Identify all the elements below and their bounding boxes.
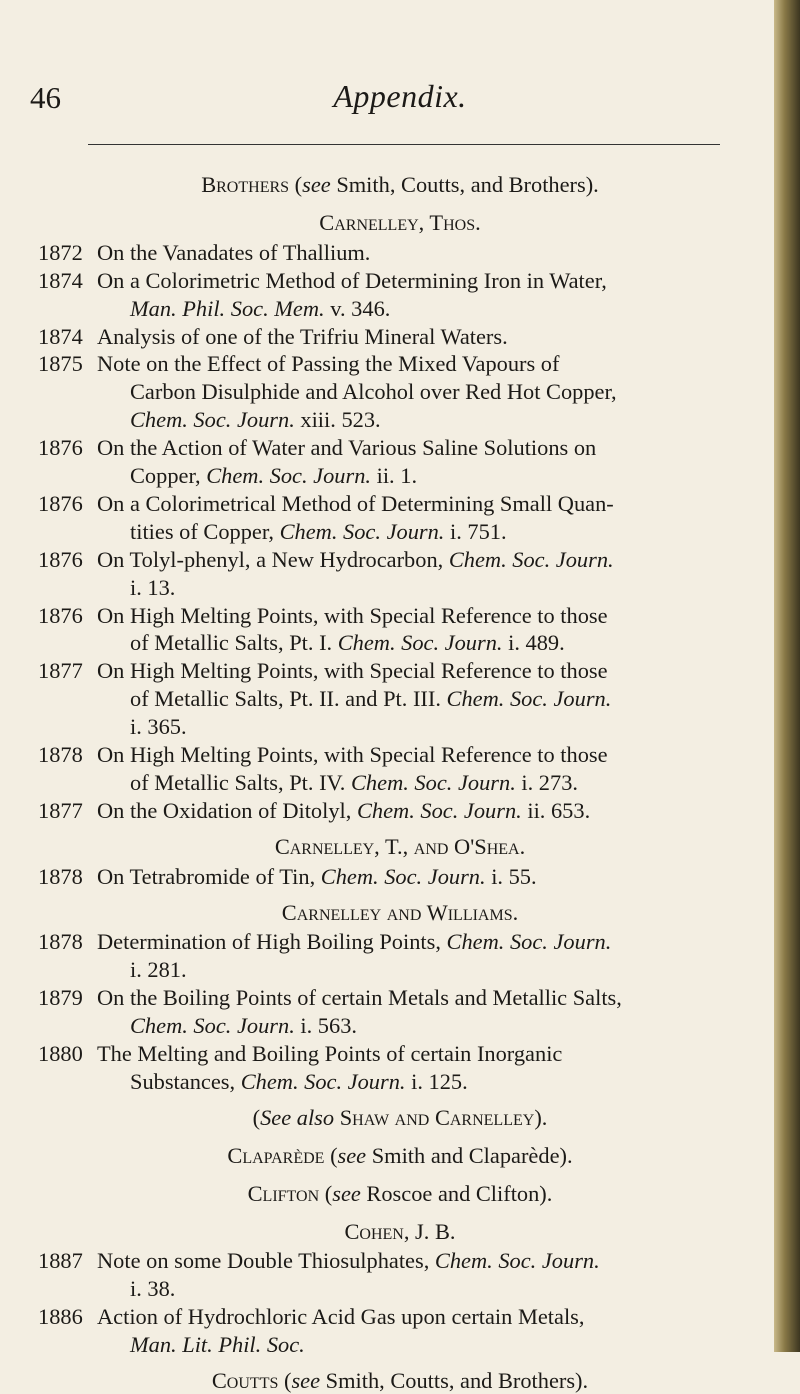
- cross-reference: [0, 1181, 800, 1207]
- header-rule: [88, 144, 720, 145]
- referenced-name: Shaw and Carnelley: [339, 1104, 535, 1130]
- cross-reference: [0, 1368, 800, 1394]
- entry-continuation: [130, 379, 617, 405]
- entry-text: of Metallic Salts, Pt. IV.: [130, 769, 351, 795]
- entry-year: 1876: [38, 435, 83, 461]
- author-name: Carnelley, Thos.: [319, 209, 481, 235]
- author-name: Carnelley, T., and O'Shea.: [274, 833, 526, 859]
- journal-name: Chem. Soc. Journ.: [356, 797, 522, 823]
- entry-title: [97, 1304, 585, 1330]
- entry-year: 1876: [38, 602, 83, 628]
- journal-name: Chem. Soc. Journ.: [130, 1013, 295, 1039]
- entry-year: 1880: [38, 1041, 83, 1066]
- journal-name: Chem. Soc. Journ.: [448, 546, 614, 572]
- entry-continuation: [130, 519, 507, 545]
- entry-continuation: [130, 686, 611, 712]
- journal-name: Chem. Soc. Journ.: [446, 686, 612, 712]
- entry-year: 1876: [38, 546, 83, 572]
- entry-continuation: [130, 463, 417, 489]
- journal-name: Chem. Soc. Journ.: [434, 1248, 600, 1274]
- see-label: see: [332, 1180, 361, 1206]
- entry-title: [97, 658, 608, 684]
- paren: (: [252, 1104, 261, 1130]
- citation-volume: i. 55.: [485, 863, 537, 889]
- entry-title: [97, 929, 611, 955]
- entry-text: i. 38.: [130, 1276, 176, 1302]
- entry-text: On the Oxidation of Ditolyl,: [97, 797, 357, 823]
- entry-year: 1872: [38, 239, 83, 265]
- entry-text: Copper,: [130, 463, 207, 488]
- entry-text: Carbon Disulphide and Alcohol over Red Hot Copper,: [130, 379, 617, 405]
- entry-year: 1878: [38, 742, 83, 767]
- entry-title: [97, 268, 607, 294]
- author-heading: [0, 1219, 800, 1245]
- entry-title: [97, 240, 370, 266]
- entry-text: On a Colorimetric Method of Determining Iron in Water,: [97, 267, 607, 293]
- citation-volume: i. 489.: [502, 630, 565, 656]
- citation-volume: i. 563.: [294, 1013, 357, 1039]
- paren: (: [294, 172, 303, 197]
- entry-title: [97, 435, 596, 461]
- citation-volume: xiii. 523.: [294, 407, 381, 433]
- entry-year: 1879: [38, 985, 83, 1011]
- entry-text: Note on the Effect of Passing the Mixed Vapours of: [97, 351, 560, 377]
- entry-year: 1875: [38, 351, 83, 377]
- reference-tail: Smith, Coutts, and Brothers).: [330, 172, 599, 197]
- entry-title: [97, 324, 508, 350]
- reference-tail: ).: [534, 1104, 548, 1130]
- entry-continuation: [130, 1069, 468, 1095]
- entry-text: On High Melting Points, with Special Reference to those: [97, 658, 608, 684]
- cross-reference: [0, 172, 800, 198]
- journal-name: Chem. Soc. Journ.: [337, 630, 503, 656]
- entry-text: On the Action of Water and Various Saline Solutions on: [97, 435, 597, 461]
- citation-volume: ii. 1.: [371, 463, 418, 488]
- entry-title: [97, 985, 622, 1011]
- entry-text: of Metallic Salts, Pt. II. and Pt. III.: [130, 686, 447, 712]
- entry-continuation: [130, 1013, 357, 1039]
- journal-name: Chem. Soc. Journ.: [279, 518, 445, 544]
- entry-year: 1877: [38, 797, 83, 823]
- citation-volume: i. 273.: [515, 769, 578, 795]
- entry-continuation: [130, 575, 175, 601]
- entry-text: On High Melting Points, with Special Reference to those: [97, 742, 608, 767]
- entry-title: [97, 1248, 600, 1274]
- see-label: See also: [260, 1104, 335, 1130]
- see-label: see: [302, 172, 331, 197]
- entry-text: On Tetrabromide of Tin,: [97, 863, 321, 889]
- journal-name: Chem. Soc. Journ.: [351, 769, 516, 795]
- entry-title: [97, 798, 590, 824]
- reference-tail: Roscoe and Clifton).: [360, 1180, 553, 1206]
- entry-title: [97, 1041, 562, 1067]
- author-heading: [0, 210, 800, 236]
- entry-year: 1886: [38, 1304, 83, 1330]
- entry-year: 1874: [38, 267, 83, 293]
- entry-continuation: [130, 407, 381, 433]
- cross-reference: [0, 1105, 800, 1131]
- entry-text: Analysis of one of the Trifriu Mineral Waters.: [97, 323, 508, 349]
- entry-text: On the Vanadates of Thallium.: [97, 239, 371, 265]
- entry-continuation: [130, 1276, 175, 1302]
- reference-tail: Smith and Claparède).: [366, 1142, 573, 1168]
- reference-tail: Smith, Coutts, and Brothers).: [320, 1368, 589, 1393]
- paren: (: [330, 1142, 338, 1168]
- entry-continuation: [130, 630, 565, 656]
- entry-continuation: [130, 296, 390, 322]
- referenced-name: Clifton: [247, 1180, 320, 1206]
- author-heading: [0, 834, 800, 860]
- page-number: 46: [30, 80, 61, 115]
- author-name: Cohen, J. B.: [344, 1218, 456, 1244]
- journal-name: Man. Phil. Soc. Mem.: [130, 295, 325, 321]
- entry-text: Note on some Double Thiosulphates,: [97, 1248, 435, 1274]
- journal-name: Man. Lit. Phil. Soc.: [130, 1332, 305, 1358]
- paren: (: [324, 1180, 333, 1206]
- journal-name: Chem. Soc. Journ.: [446, 929, 612, 955]
- page-title: Appendix.: [333, 78, 467, 114]
- entry-continuation: [130, 1332, 305, 1358]
- entry-text: Action of Hydrochloric Acid Gas upon certain Metals,: [97, 1304, 585, 1330]
- entry-year: 1887: [38, 1248, 83, 1274]
- see-label: see: [337, 1142, 367, 1168]
- entry-year: 1876: [38, 490, 83, 516]
- running-header: [0, 62, 800, 122]
- entry-title: [97, 603, 608, 629]
- entry-title: [97, 864, 537, 890]
- entry-text: On Tolyl-phenyl, a New Hydrocarbon,: [97, 546, 449, 572]
- entry-title: [97, 742, 608, 768]
- entry-title: [97, 351, 559, 377]
- see-label: see: [291, 1368, 321, 1393]
- entry-text: Substances,: [130, 1068, 241, 1094]
- referenced-name: Brothers: [201, 172, 290, 197]
- referenced-name: Claparède: [227, 1142, 325, 1168]
- entry-text: On a Colorimetrical Method of Determining Small Quan-: [97, 490, 614, 516]
- entry-year: 1874: [38, 323, 83, 349]
- citation-volume: ii. 653.: [521, 797, 591, 823]
- entry-text: i. 281.: [130, 957, 187, 983]
- journal-name: Chem. Soc. Journ.: [240, 1068, 406, 1094]
- citation-volume: v. 346.: [324, 295, 391, 321]
- entry-title: [97, 547, 614, 573]
- referenced-name: Coutts: [211, 1368, 279, 1393]
- entry-text: On the Boiling Points of certain Metals and Metallic Salts,: [97, 985, 622, 1011]
- entry-year: 1878: [38, 929, 83, 955]
- cross-reference: [0, 1143, 800, 1169]
- entry-text: The Melting and Boiling Points of certain Inorganic: [97, 1041, 563, 1066]
- citation-volume: i. 751.: [444, 518, 507, 544]
- paren: (: [283, 1368, 292, 1393]
- entry-text: tities of Copper,: [130, 518, 280, 544]
- entry-continuation: [130, 714, 187, 740]
- entry-text: i. 365.: [130, 714, 187, 740]
- author-heading: [0, 900, 800, 926]
- entry-continuation: [130, 770, 578, 796]
- entry-text: of Metallic Salts, Pt. I.: [130, 630, 338, 656]
- entry-continuation: [130, 957, 187, 983]
- citation-volume: i. 125.: [405, 1068, 468, 1094]
- journal-name: Chem. Soc. Journ.: [206, 463, 372, 488]
- entry-text: i. 13.: [130, 574, 176, 600]
- entry-year: 1877: [38, 658, 83, 684]
- journal-name: Chem. Soc. Journ.: [320, 863, 486, 889]
- entry-title: [97, 491, 614, 517]
- entry-year: 1878: [38, 863, 83, 889]
- journal-name: Chem. Soc. Journ.: [130, 407, 295, 433]
- entry-text: Determination of High Boiling Points,: [97, 929, 447, 955]
- entry-text: On High Melting Points, with Special Reference to those: [97, 602, 608, 628]
- author-name: Carnelley and Williams.: [281, 899, 519, 925]
